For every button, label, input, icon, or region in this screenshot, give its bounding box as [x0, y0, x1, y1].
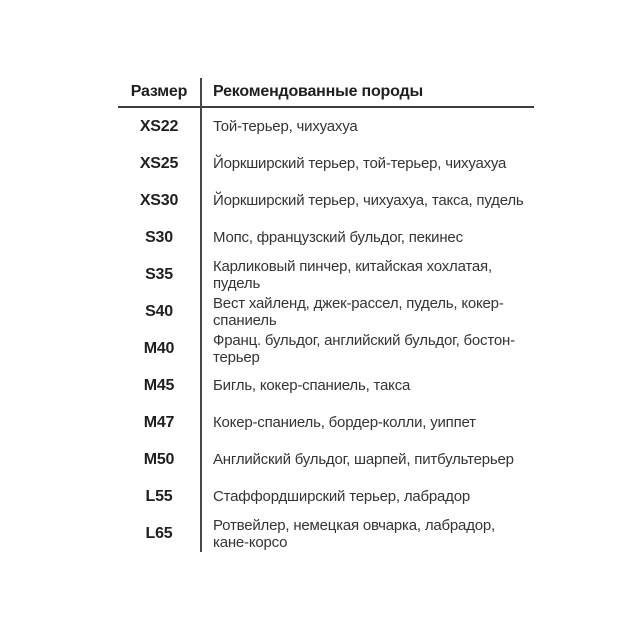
size-cell: S30 — [145, 228, 173, 246]
size-cell: L65 — [145, 524, 173, 542]
table-row — [118, 145, 534, 182]
breeds-cell: Йоркширский терьер, чихуахуа, такса, пудель — [213, 192, 524, 209]
table-row — [118, 515, 534, 552]
breeds-cell: Стаффордширский терьер, лабрадор — [213, 488, 471, 505]
table-row — [118, 441, 534, 478]
table-row — [118, 330, 534, 367]
breeds-cell: Английский бульдог, шарпей, питбультерьер — [213, 451, 514, 468]
breeds-cell: Йоркширский терьер, той-терьер, чихуахуа — [213, 155, 507, 172]
size-cell: XS30 — [139, 191, 179, 209]
table-row — [118, 108, 534, 145]
breeds-cell: Ротвейлер, немецкая овчарка, лабрадор, кане-корсо — [213, 516, 495, 551]
size-cell: S40 — [145, 302, 173, 320]
size-cell: XS25 — [139, 154, 179, 172]
breeds-cell: Кокер-спаниель, бордер-колли, уиппет — [213, 414, 476, 431]
size-cell: M50 — [143, 450, 175, 468]
breeds-cell: Франц. бульдог, английский бульдог, бостон-терьер — [213, 331, 515, 366]
table-row — [118, 219, 534, 256]
table-row — [118, 293, 534, 330]
size-cell: XS22 — [139, 117, 179, 135]
table-row — [118, 404, 534, 441]
header-breeds-column: Рекомендованные породы — [213, 83, 423, 100]
column-divider-line — [200, 78, 202, 552]
breeds-cell: Мопс, французский бульдог, пекинес — [213, 229, 463, 246]
breeds-cell: Бигль, кокер-спаниель, такса — [213, 377, 411, 394]
breeds-cell: Вест хайленд, джек-рассел, пудель, кокер-спаниель — [213, 294, 504, 329]
table-row — [118, 256, 534, 293]
size-table — [118, 78, 534, 552]
breeds-cell: Карликовый пинчер, китайская хохлатая, пудель — [213, 257, 492, 292]
size-cell: M45 — [143, 376, 175, 394]
size-cell: L55 — [145, 487, 173, 505]
table-header-row — [118, 78, 534, 108]
size-cell: S35 — [145, 265, 173, 283]
table-row — [118, 478, 534, 515]
size-cell: M47 — [143, 413, 175, 431]
size-cell: M40 — [143, 339, 175, 357]
header-size-column: Размер — [130, 83, 188, 100]
breeds-cell: Той-терьер, чихуахуа — [213, 118, 358, 135]
table-row — [118, 182, 534, 219]
table-row — [118, 367, 534, 404]
